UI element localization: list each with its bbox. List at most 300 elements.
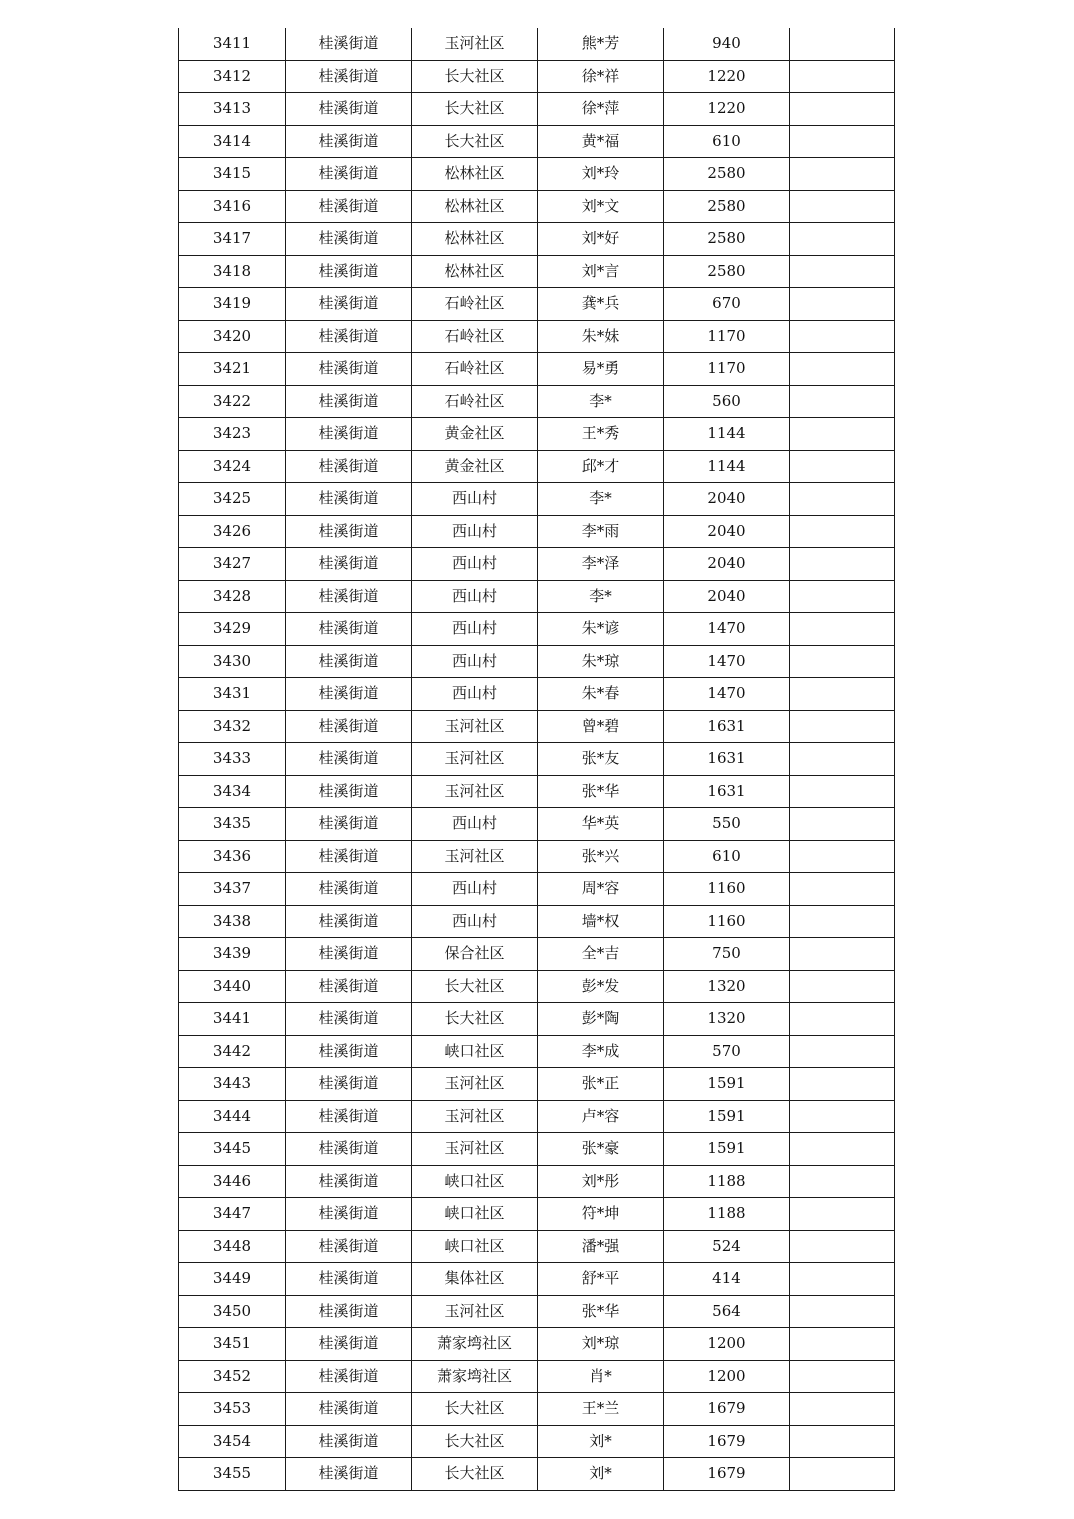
- cell-note: [790, 905, 895, 938]
- cell-note: [790, 1068, 895, 1101]
- cell-no: 3454: [179, 1425, 286, 1458]
- cell-street: 桂溪街道: [286, 710, 412, 743]
- cell-amount: 2040: [664, 483, 790, 516]
- cell-street: 桂溪街道: [286, 320, 412, 353]
- cell-amount: 1220: [664, 93, 790, 126]
- cell-name: 潘*强: [538, 1230, 664, 1263]
- cell-note: [790, 548, 895, 581]
- cell-note: [790, 385, 895, 418]
- cell-name: 朱*妹: [538, 320, 664, 353]
- cell-note: [790, 1425, 895, 1458]
- cell-amount: 2040: [664, 515, 790, 548]
- cell-street: 桂溪街道: [286, 1328, 412, 1361]
- cell-community: 黄金社区: [412, 418, 538, 451]
- cell-amount: 1470: [664, 645, 790, 678]
- cell-name: 王*秀: [538, 418, 664, 451]
- cell-no: 3420: [179, 320, 286, 353]
- cell-street: 桂溪街道: [286, 580, 412, 613]
- cell-note: [790, 158, 895, 191]
- cell-amount: 940: [664, 28, 790, 60]
- cell-community: 西山村: [412, 905, 538, 938]
- cell-no: 3417: [179, 223, 286, 256]
- cell-amount: 1188: [664, 1165, 790, 1198]
- cell-street: 桂溪街道: [286, 1133, 412, 1166]
- cell-name: 李*: [538, 385, 664, 418]
- table-row: [179, 255, 895, 288]
- cell-amount: 610: [664, 125, 790, 158]
- cell-name: 张*华: [538, 1295, 664, 1328]
- cell-note: [790, 840, 895, 873]
- cell-street: 桂溪街道: [286, 1393, 412, 1426]
- cell-amount: 1160: [664, 873, 790, 906]
- cell-amount: 2580: [664, 255, 790, 288]
- cell-amount: 1320: [664, 1003, 790, 1036]
- cell-community: 峡口社区: [412, 1165, 538, 1198]
- table-row: [179, 60, 895, 93]
- table-row: [179, 288, 895, 321]
- cell-no: 3452: [179, 1360, 286, 1393]
- cell-note: [790, 515, 895, 548]
- table-row: [179, 970, 895, 1003]
- cell-community: 石岭社区: [412, 353, 538, 386]
- cell-note: [790, 1230, 895, 1263]
- cell-no: 3435: [179, 808, 286, 841]
- cell-no: 3446: [179, 1165, 286, 1198]
- cell-community: 玉河社区: [412, 1100, 538, 1133]
- cell-community: 松林社区: [412, 255, 538, 288]
- cell-street: 桂溪街道: [286, 840, 412, 873]
- cell-no: 3442: [179, 1035, 286, 1068]
- cell-note: [790, 808, 895, 841]
- cell-amount: 1320: [664, 970, 790, 1003]
- cell-amount: 1631: [664, 775, 790, 808]
- table-row: [179, 93, 895, 126]
- cell-street: 桂溪街道: [286, 808, 412, 841]
- cell-community: 玉河社区: [412, 28, 538, 60]
- cell-community: 峡口社区: [412, 1198, 538, 1231]
- cell-note: [790, 710, 895, 743]
- cell-no: 3438: [179, 905, 286, 938]
- cell-community: 保合社区: [412, 938, 538, 971]
- cell-amount: 1200: [664, 1328, 790, 1361]
- cell-no: 3422: [179, 385, 286, 418]
- table-row: [179, 515, 895, 548]
- cell-community: 峡口社区: [412, 1230, 538, 1263]
- cell-note: [790, 255, 895, 288]
- cell-street: 桂溪街道: [286, 1198, 412, 1231]
- cell-amount: 1591: [664, 1068, 790, 1101]
- cell-note: [790, 678, 895, 711]
- cell-street: 桂溪街道: [286, 190, 412, 223]
- cell-community: 松林社区: [412, 158, 538, 191]
- cell-note: [790, 60, 895, 93]
- cell-name: 彭*发: [538, 970, 664, 1003]
- cell-street: 桂溪街道: [286, 1458, 412, 1491]
- cell-no: 3440: [179, 970, 286, 1003]
- cell-amount: 750: [664, 938, 790, 971]
- cell-community: 松林社区: [412, 223, 538, 256]
- cell-amount: 1679: [664, 1458, 790, 1491]
- table-row: [179, 873, 895, 906]
- cell-community: 石岭社区: [412, 320, 538, 353]
- cell-note: [790, 483, 895, 516]
- cell-street: 桂溪街道: [286, 93, 412, 126]
- cell-name: 刘*好: [538, 223, 664, 256]
- cell-amount: 610: [664, 840, 790, 873]
- cell-street: 桂溪街道: [286, 418, 412, 451]
- cell-street: 桂溪街道: [286, 288, 412, 321]
- table-row: [179, 1165, 895, 1198]
- table-row: [179, 775, 895, 808]
- cell-name: 卢*容: [538, 1100, 664, 1133]
- cell-street: 桂溪街道: [286, 1165, 412, 1198]
- cell-community: 玉河社区: [412, 710, 538, 743]
- cell-amount: 670: [664, 288, 790, 321]
- cell-name: 符*坤: [538, 1198, 664, 1231]
- cell-street: 桂溪街道: [286, 1425, 412, 1458]
- cell-note: [790, 1133, 895, 1166]
- cell-no: 3455: [179, 1458, 286, 1491]
- cell-amount: 1200: [664, 1360, 790, 1393]
- cell-community: 峡口社区: [412, 1035, 538, 1068]
- cell-no: 3444: [179, 1100, 286, 1133]
- cell-no: 3431: [179, 678, 286, 711]
- cell-name: 华*英: [538, 808, 664, 841]
- cell-street: 桂溪街道: [286, 385, 412, 418]
- cell-no: 3419: [179, 288, 286, 321]
- cell-note: [790, 223, 895, 256]
- cell-amount: 2580: [664, 223, 790, 256]
- cell-street: 桂溪街道: [286, 1035, 412, 1068]
- table-row: [179, 1100, 895, 1133]
- cell-name: 周*容: [538, 873, 664, 906]
- cell-street: 桂溪街道: [286, 353, 412, 386]
- cell-no: 3451: [179, 1328, 286, 1361]
- cell-amount: 1470: [664, 678, 790, 711]
- table-row: [179, 743, 895, 776]
- cell-name: 张*友: [538, 743, 664, 776]
- cell-note: [790, 743, 895, 776]
- cell-no: 3427: [179, 548, 286, 581]
- cell-note: [790, 93, 895, 126]
- cell-name: 朱*琼: [538, 645, 664, 678]
- cell-community: 长大社区: [412, 93, 538, 126]
- cell-name: 刘*玲: [538, 158, 664, 191]
- cell-street: 桂溪街道: [286, 1263, 412, 1296]
- cell-note: [790, 873, 895, 906]
- table-row: [179, 710, 895, 743]
- cell-no: 3430: [179, 645, 286, 678]
- cell-note: [790, 938, 895, 971]
- table-row: [179, 125, 895, 158]
- cell-amount: 550: [664, 808, 790, 841]
- cell-community: 松林社区: [412, 190, 538, 223]
- cell-note: [790, 1360, 895, 1393]
- cell-no: 3421: [179, 353, 286, 386]
- cell-no: 3411: [179, 28, 286, 60]
- cell-community: 玉河社区: [412, 1133, 538, 1166]
- cell-no: 3428: [179, 580, 286, 613]
- cell-no: 3423: [179, 418, 286, 451]
- cell-street: 桂溪街道: [286, 613, 412, 646]
- cell-no: 3449: [179, 1263, 286, 1296]
- cell-community: 西山村: [412, 548, 538, 581]
- table-row: [179, 1393, 895, 1426]
- cell-community: 西山村: [412, 515, 538, 548]
- table-row: [179, 1328, 895, 1361]
- cell-no: 3453: [179, 1393, 286, 1426]
- cell-community: 长大社区: [412, 125, 538, 158]
- cell-street: 桂溪街道: [286, 548, 412, 581]
- cell-street: 桂溪街道: [286, 970, 412, 1003]
- cell-no: 3439: [179, 938, 286, 971]
- cell-note: [790, 775, 895, 808]
- cell-note: [790, 1165, 895, 1198]
- cell-amount: 2580: [664, 158, 790, 191]
- table-row: [179, 483, 895, 516]
- cell-note: [790, 1295, 895, 1328]
- cell-note: [790, 190, 895, 223]
- cell-street: 桂溪街道: [286, 1068, 412, 1101]
- table-body: [179, 28, 895, 1490]
- cell-street: 桂溪街道: [286, 125, 412, 158]
- cell-note: [790, 1458, 895, 1491]
- cell-name: 黄*福: [538, 125, 664, 158]
- table-row: [179, 320, 895, 353]
- cell-amount: 560: [664, 385, 790, 418]
- cell-community: 西山村: [412, 678, 538, 711]
- table-row: [179, 1035, 895, 1068]
- cell-community: 西山村: [412, 808, 538, 841]
- table-row: [179, 840, 895, 873]
- cell-street: 桂溪街道: [286, 483, 412, 516]
- cell-no: 3433: [179, 743, 286, 776]
- cell-no: 3426: [179, 515, 286, 548]
- cell-no: 3436: [179, 840, 286, 873]
- cell-community: 玉河社区: [412, 1295, 538, 1328]
- cell-note: [790, 1035, 895, 1068]
- table-row: [179, 1198, 895, 1231]
- cell-community: 萧家塆社区: [412, 1360, 538, 1393]
- table-row: [179, 1458, 895, 1491]
- cell-amount: 1160: [664, 905, 790, 938]
- cell-amount: 1470: [664, 613, 790, 646]
- table-row: [179, 548, 895, 581]
- table-row: [179, 353, 895, 386]
- cell-no: 3437: [179, 873, 286, 906]
- cell-name: 舒*平: [538, 1263, 664, 1296]
- cell-community: 玉河社区: [412, 743, 538, 776]
- cell-community: 玉河社区: [412, 775, 538, 808]
- cell-note: [790, 28, 895, 60]
- table-row: [179, 1003, 895, 1036]
- cell-street: 桂溪街道: [286, 1003, 412, 1036]
- cell-no: 3418: [179, 255, 286, 288]
- cell-community: 萧家塆社区: [412, 1328, 538, 1361]
- cell-name: 李*: [538, 580, 664, 613]
- cell-amount: 1188: [664, 1198, 790, 1231]
- cell-street: 桂溪街道: [286, 1100, 412, 1133]
- cell-street: 桂溪街道: [286, 743, 412, 776]
- table-row: [179, 158, 895, 191]
- cell-name: 朱*春: [538, 678, 664, 711]
- cell-street: 桂溪街道: [286, 515, 412, 548]
- cell-amount: 1631: [664, 743, 790, 776]
- cell-community: 集体社区: [412, 1263, 538, 1296]
- cell-no: 3425: [179, 483, 286, 516]
- cell-name: 邱*才: [538, 450, 664, 483]
- table-row: [179, 1295, 895, 1328]
- cell-name: 徐*祥: [538, 60, 664, 93]
- cell-community: 长大社区: [412, 970, 538, 1003]
- cell-note: [790, 1393, 895, 1426]
- table-row: [179, 1068, 895, 1101]
- table-row: [179, 190, 895, 223]
- cell-note: [790, 1328, 895, 1361]
- cell-no: 3412: [179, 60, 286, 93]
- cell-note: [790, 125, 895, 158]
- cell-note: [790, 970, 895, 1003]
- cell-amount: 1679: [664, 1425, 790, 1458]
- cell-name: 李*成: [538, 1035, 664, 1068]
- cell-street: 桂溪街道: [286, 1295, 412, 1328]
- table-row: [179, 905, 895, 938]
- table-row: [179, 678, 895, 711]
- cell-street: 桂溪街道: [286, 28, 412, 60]
- cell-note: [790, 580, 895, 613]
- table-row: [179, 645, 895, 678]
- cell-name: 刘*文: [538, 190, 664, 223]
- cell-amount: 1144: [664, 450, 790, 483]
- cell-street: 桂溪街道: [286, 938, 412, 971]
- table-row: [179, 580, 895, 613]
- cell-no: 3414: [179, 125, 286, 158]
- cell-amount: 2580: [664, 190, 790, 223]
- cell-name: 刘*言: [538, 255, 664, 288]
- cell-amount: 1679: [664, 1393, 790, 1426]
- cell-name: 刘*: [538, 1458, 664, 1491]
- cell-name: 王*兰: [538, 1393, 664, 1426]
- table-row: [179, 418, 895, 451]
- cell-amount: 2040: [664, 580, 790, 613]
- cell-name: 李*雨: [538, 515, 664, 548]
- cell-amount: 1591: [664, 1100, 790, 1133]
- cell-street: 桂溪街道: [286, 905, 412, 938]
- cell-community: 长大社区: [412, 1425, 538, 1458]
- cell-amount: 414: [664, 1263, 790, 1296]
- cell-no: 3429: [179, 613, 286, 646]
- cell-street: 桂溪街道: [286, 1230, 412, 1263]
- cell-community: 长大社区: [412, 1003, 538, 1036]
- cell-community: 玉河社区: [412, 1068, 538, 1101]
- cell-name: 刘*彤: [538, 1165, 664, 1198]
- cell-community: 长大社区: [412, 1458, 538, 1491]
- table-row: [179, 450, 895, 483]
- cell-no: 3415: [179, 158, 286, 191]
- cell-name: 全*吉: [538, 938, 664, 971]
- cell-no: 3450: [179, 1295, 286, 1328]
- cell-community: 西山村: [412, 645, 538, 678]
- table-row: [179, 28, 895, 60]
- cell-note: [790, 320, 895, 353]
- cell-community: 西山村: [412, 580, 538, 613]
- cell-amount: 564: [664, 1295, 790, 1328]
- cell-name: 龚*兵: [538, 288, 664, 321]
- table-row: [179, 385, 895, 418]
- table-row: [179, 1133, 895, 1166]
- cell-no: 3416: [179, 190, 286, 223]
- cell-no: 3441: [179, 1003, 286, 1036]
- cell-street: 桂溪街道: [286, 60, 412, 93]
- cell-name: 刘*: [538, 1425, 664, 1458]
- cell-name: 张*兴: [538, 840, 664, 873]
- table-row: [179, 1263, 895, 1296]
- cell-name: 朱*谚: [538, 613, 664, 646]
- cell-community: 石岭社区: [412, 288, 538, 321]
- cell-name: 张*豪: [538, 1133, 664, 1166]
- cell-note: [790, 288, 895, 321]
- cell-amount: 1144: [664, 418, 790, 451]
- cell-note: [790, 450, 895, 483]
- cell-name: 张*华: [538, 775, 664, 808]
- cell-amount: 1170: [664, 353, 790, 386]
- cell-amount: 1591: [664, 1133, 790, 1166]
- cell-amount: 524: [664, 1230, 790, 1263]
- cell-name: 曾*碧: [538, 710, 664, 743]
- cell-community: 黄金社区: [412, 450, 538, 483]
- table-row: [179, 938, 895, 971]
- table-row: [179, 1425, 895, 1458]
- cell-no: 3447: [179, 1198, 286, 1231]
- table-row: [179, 808, 895, 841]
- table-row: [179, 613, 895, 646]
- cell-name: 彭*陶: [538, 1003, 664, 1036]
- cell-note: [790, 645, 895, 678]
- cell-note: [790, 1263, 895, 1296]
- cell-note: [790, 1003, 895, 1036]
- cell-street: 桂溪街道: [286, 158, 412, 191]
- cell-no: 3434: [179, 775, 286, 808]
- cell-amount: 1631: [664, 710, 790, 743]
- cell-amount: 1220: [664, 60, 790, 93]
- cell-street: 桂溪街道: [286, 1360, 412, 1393]
- cell-community: 玉河社区: [412, 840, 538, 873]
- cell-community: 西山村: [412, 873, 538, 906]
- cell-name: 李*泽: [538, 548, 664, 581]
- cell-street: 桂溪街道: [286, 678, 412, 711]
- table-row: [179, 1230, 895, 1263]
- cell-street: 桂溪街道: [286, 255, 412, 288]
- cell-name: 肖*: [538, 1360, 664, 1393]
- cell-no: 3432: [179, 710, 286, 743]
- cell-community: 西山村: [412, 483, 538, 516]
- table-row: [179, 223, 895, 256]
- data-table: [178, 28, 895, 1491]
- cell-name: 熊*芳: [538, 28, 664, 60]
- cell-street: 桂溪街道: [286, 645, 412, 678]
- cell-note: [790, 418, 895, 451]
- table-row: [179, 1360, 895, 1393]
- cell-no: 3424: [179, 450, 286, 483]
- cell-name: 墙*权: [538, 905, 664, 938]
- cell-note: [790, 613, 895, 646]
- cell-community: 西山村: [412, 613, 538, 646]
- cell-name: 刘*琼: [538, 1328, 664, 1361]
- cell-name: 张*正: [538, 1068, 664, 1101]
- cell-no: 3445: [179, 1133, 286, 1166]
- cell-note: [790, 1100, 895, 1133]
- cell-community: 石岭社区: [412, 385, 538, 418]
